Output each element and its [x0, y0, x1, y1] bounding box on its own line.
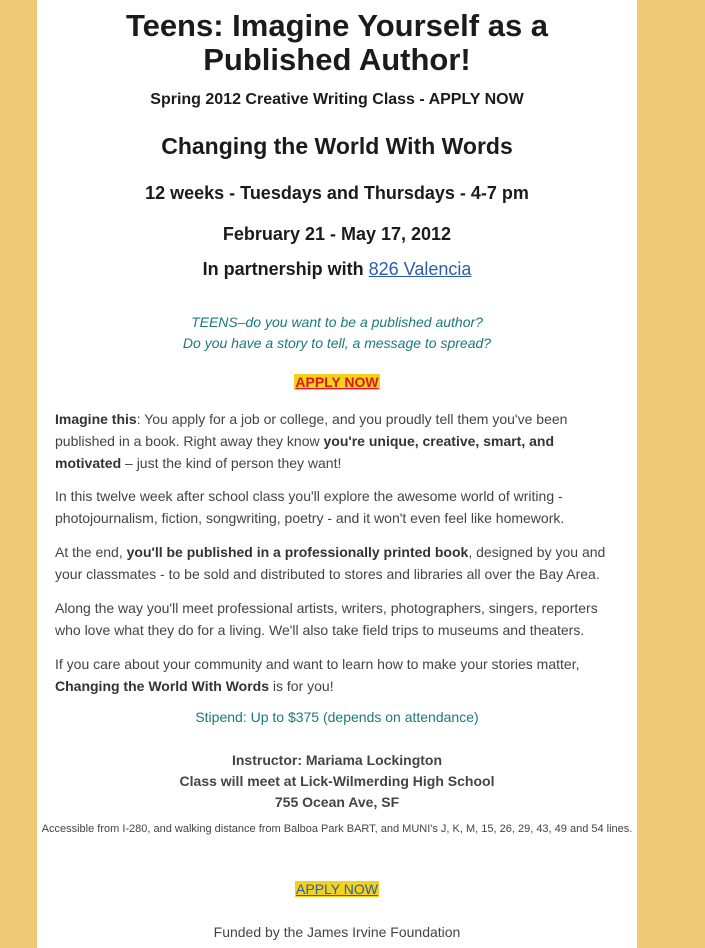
- apply-now-top: [37, 374, 637, 390]
- paragraph-imagine: [55, 408, 620, 474]
- email-content: [37, 0, 637, 948]
- p1-text-1: : You apply for a job or college, and you proudly tell them you've been published in a book. Right away they know: [55, 411, 568, 449]
- stipend-text: Stipend: Up to $375 (depends on attendance): [195, 709, 479, 725]
- page-title: [37, 9, 637, 77]
- paragraph-published: [55, 541, 620, 585]
- p1-bold-1: Imagine this: [55, 411, 137, 427]
- apply-now-bottom-link[interactable]: APPLY NOW: [296, 881, 378, 897]
- p3-text-2: , designed by you and your classmates - to be sold and distributed to stores and libraries all over the Bay Area.: [55, 544, 606, 582]
- tease-line-1: TEENS–do you want to be a published author?: [191, 314, 483, 330]
- p3-bold-1: you'll be published in a professionally printed book: [126, 544, 469, 560]
- p1-bold-2: you're unique, creative, smart, and motivated: [55, 433, 555, 471]
- title-line-2: Published Author!: [203, 42, 471, 77]
- p1-text-2: – just the kind of person they want!: [121, 455, 342, 471]
- location-text: Class will meet at Lick-Wilmerding High School: [179, 773, 495, 789]
- paragraph-twelve-week: In this twelve week after school class you'll explore the awesome world of writing - photojournalism, fiction, songwriting, poetry - and it won't even feel like homework.: [55, 488, 565, 526]
- partnership-prefix: In partnership with: [202, 259, 364, 279]
- access-text: Accessible from I-280, and walking distance from Balboa Park BART, and MUNI's J, K, M, 15, 26, 29, 43, 49 and 54 lines.: [41, 823, 633, 835]
- paragraph-along-the-way: Along the way you'll meet professional artists, writers, photographers, singers, reporters who love what they do for a living. We'll also take field trips to museums and theaters.: [55, 600, 598, 638]
- partner-link[interactable]: 826 Valencia: [368, 259, 472, 279]
- tease-text: [37, 312, 637, 354]
- partnership-heading: [37, 259, 637, 280]
- apply-now-bottom: [37, 881, 637, 897]
- apply-now-top-link[interactable]: APPLY NOW: [295, 374, 379, 390]
- subtitle: Spring 2012 Creative Writing Class - APPLY NOW: [150, 91, 524, 108]
- program-name-heading: Changing the World With Words: [161, 133, 513, 159]
- address-text: 755 Ocean Ave, SF: [274, 794, 400, 810]
- title-line-1: Teens: Imagine Yourself as a: [125, 8, 549, 43]
- instructor-text: Instructor: Mariama Lockington: [231, 752, 443, 768]
- tease-line-2: Do you have a story to tell, a message to spread?: [182, 335, 492, 351]
- paragraph-community: [55, 653, 620, 697]
- funded-by-text: Funded by the James Irvine Foundation: [213, 924, 461, 940]
- p5-text-2: is for you!: [269, 678, 334, 694]
- schedule-heading: 12 weeks - Tuesdays and Thursdays - 4-7 pm: [145, 183, 529, 203]
- p5-text-1: If you care about your community and want to learn how to make your stories matter,: [55, 656, 580, 672]
- p3-text-1: At the end,: [55, 544, 127, 560]
- dates-heading: February 21 - May 17, 2012: [222, 224, 452, 244]
- p5-bold-1: Changing the World With Words: [55, 678, 269, 694]
